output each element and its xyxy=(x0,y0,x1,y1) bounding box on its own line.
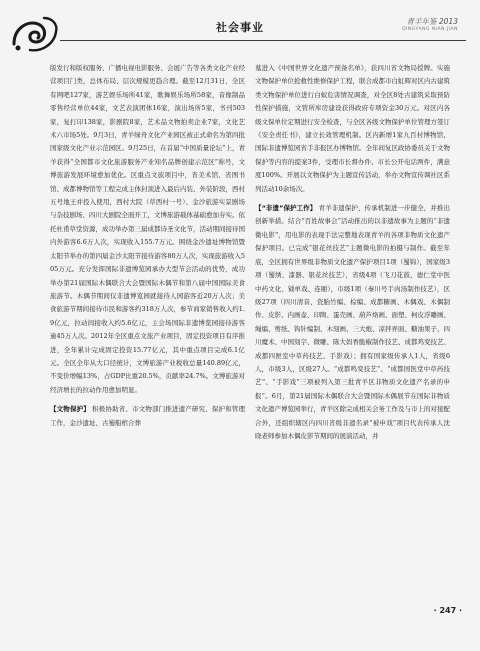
yearbook-title: 青羊年鉴 2013 xyxy=(406,17,458,26)
paragraph-relics-continued: 墓进入《中国世界文化遗产预备名单》，获四川省文物局授牌。实施文物保护单位抢救性维修保护工程，联合成都市白虹辉对区内古建筑类文物保护单位进行白蚁危害情况调查，对全区8处古建筑采取预防性保护措施，文管所库房建设获得政府专项资金30万元。对区内各级文保单位定期进行安全检查，与全区各级文物保护单位管理方签订《安全责任书》，建立长效管理机制。区内新增1家九百村博物馆，国际非遗博览园省手非报区办博物馆。全年间复区政协委员关于文物保护等内容的提案3件，受理市长督办件、市长公开电话两件，满意度100%。开展以文物保护为主题宣传活动，举办文物宣传调社区系列活动10余场次。 xyxy=(255,64,450,193)
header-rule xyxy=(60,40,466,41)
paragraph-intangible-heritage xyxy=(255,202,450,443)
page-header xyxy=(0,0,480,62)
paragraph-cultural-relics-text: 积极协助省、市文物部门推进遗产研究、保护和管理工作，金沙遗址、古蜀船棺合葬 xyxy=(50,405,245,427)
yearbook-pinyin: QINGYANG NIAN JIAN xyxy=(402,27,458,32)
right-column xyxy=(255,62,450,443)
left-column xyxy=(50,62,245,430)
heading-intangible-heritage: 【“非遗”保护工作】 xyxy=(255,204,317,213)
section-title: 社会事业 xyxy=(216,21,264,34)
paragraph-cultural-relics xyxy=(50,403,245,430)
paragraph-culture-industry: 版发行和版权服务、广播电视电影服务、会展广告等各类文化产业经营项目门类，总体布局、层次规模更趋合理。截至12月31日，全区有网吧127家，游艺娱乐场所41家，歌舞娱乐场所58家，音像制品零售经营单位44家，文艺表演团体16家，演出场所5家，书刊503家，复打印138家，影剧院8家，艺术品文物拍卖企业7家，文化艺术六市场5处。9月3日，青羊绿舟文化产业园区被正式命名为第四批国家级文化产业示范园区。9月25日，在首届“中国质量论坛”上，青羊获得“全国都市文化旅游服务产业知名品牌创建示范区”称号，文博旅游发展环境愈加优化。区重点文旅项目中，省美术馆、省图书馆、成都博物馆等工程完成主体封顶进入最后内装、外装阶段，西村五号地王并投入使用，西村大院（草西村一号）、金沙旅游实景剧场与杂技剧场、四川大剧院全面开工，文博旅游载体基础愈加夯实。依托杜甫草堂资源，成功举办第三届成都诗圣文化节，活动期间接待国内外游客6.6万人次，实现收入155.7万元。围绕金沙遗址博物馆暨太阳节举办的第四届金沙太阳节接待游客80万人次，实现旅游收入505万元。充分发挥国际非遗博览园承办大型节会活动的优势，成功举办第21届国际木偶联合大会暨国际木偶节和第八届中国国际美食旅游节。木偶节期间仅非遗博览园就接待人园游客近20万人次；美食旅游节期间接待市民和游客约318万人次，参节商家销售收入约1.9亿元，拉动间接收入约5.6亿元，主会场国际非遗博览园接待游客逾45万人次。2012年全区重点文旅产业项目，固定投资项目有序推进，全年累计完成固定投资15.77亿元，其中重点项目完成6.1亿元。全区全年从大口径统计，文博旅游产业税收总量140.89亿元，不变价增幅13%，占GDP比重20.5%，贡献率24.7%。文博旅游对经济增长的拉动作用愈加明显。 xyxy=(50,64,245,394)
heading-cultural-relics: 【文物保护】 xyxy=(50,405,90,414)
page-number: · 247 · xyxy=(433,606,462,615)
paragraph-intangible-heritage-text: 青羊非遗保护、传承机制进一步健全，并推出创新举措。结合“百姓故事会”活动推出的以非遗故事为主题的“非遗微电影”，用电影的表现手法完整地表现青羊的各项非物质文化遗产保护项目。已完成“银花丝技艺”主题微电影的拍摄与制作。截至年底，全区拥有世界级非物质文化遗产保护项目1项（蜀锦），国家级3项（蜀绣、漆器、银花丝技艺），省级4项（飞刀花鼓、德仁堂中医中药文化、钺单戏、连厢），市级1项（秦川号手肉汤制作技艺），区级27项（四川清音、瓷胎竹编、棕编、成都糖画、木偶戏、木偶制作、皮影、内画壶、印陶、蛋壳画、葫芦烙画、面塑、柯皮浮雕画、绳编、剪纸、钩针编制、木刻画、三大炮、凉拌弄面、糖油果子、四川魔术、中国刻字、微雕、陈大妈香脆椒制作技艺、成都鸡变技艺、成都四匣室中草药技艺、手影戏）；拥有国家级传承人1人，省级6人，市级3人，区级27人。“成都鸣变技艺”、“成都国医堂中草药技艺”、“手影戏”三项被列入第三批青羊区非物质文化遗产名录的申报”。6月，第21届国际木偶联合大会暨国际木偶展节在国际非物质文化遗产博览园举行，青羊区除完成相关会务工作及与市上的对接配合外，还组织辖区内四川省级非遗名录”被申戏”项目代表传承人沈晓老师参加木偶皮影节期间的展演活动，并 xyxy=(255,204,450,440)
